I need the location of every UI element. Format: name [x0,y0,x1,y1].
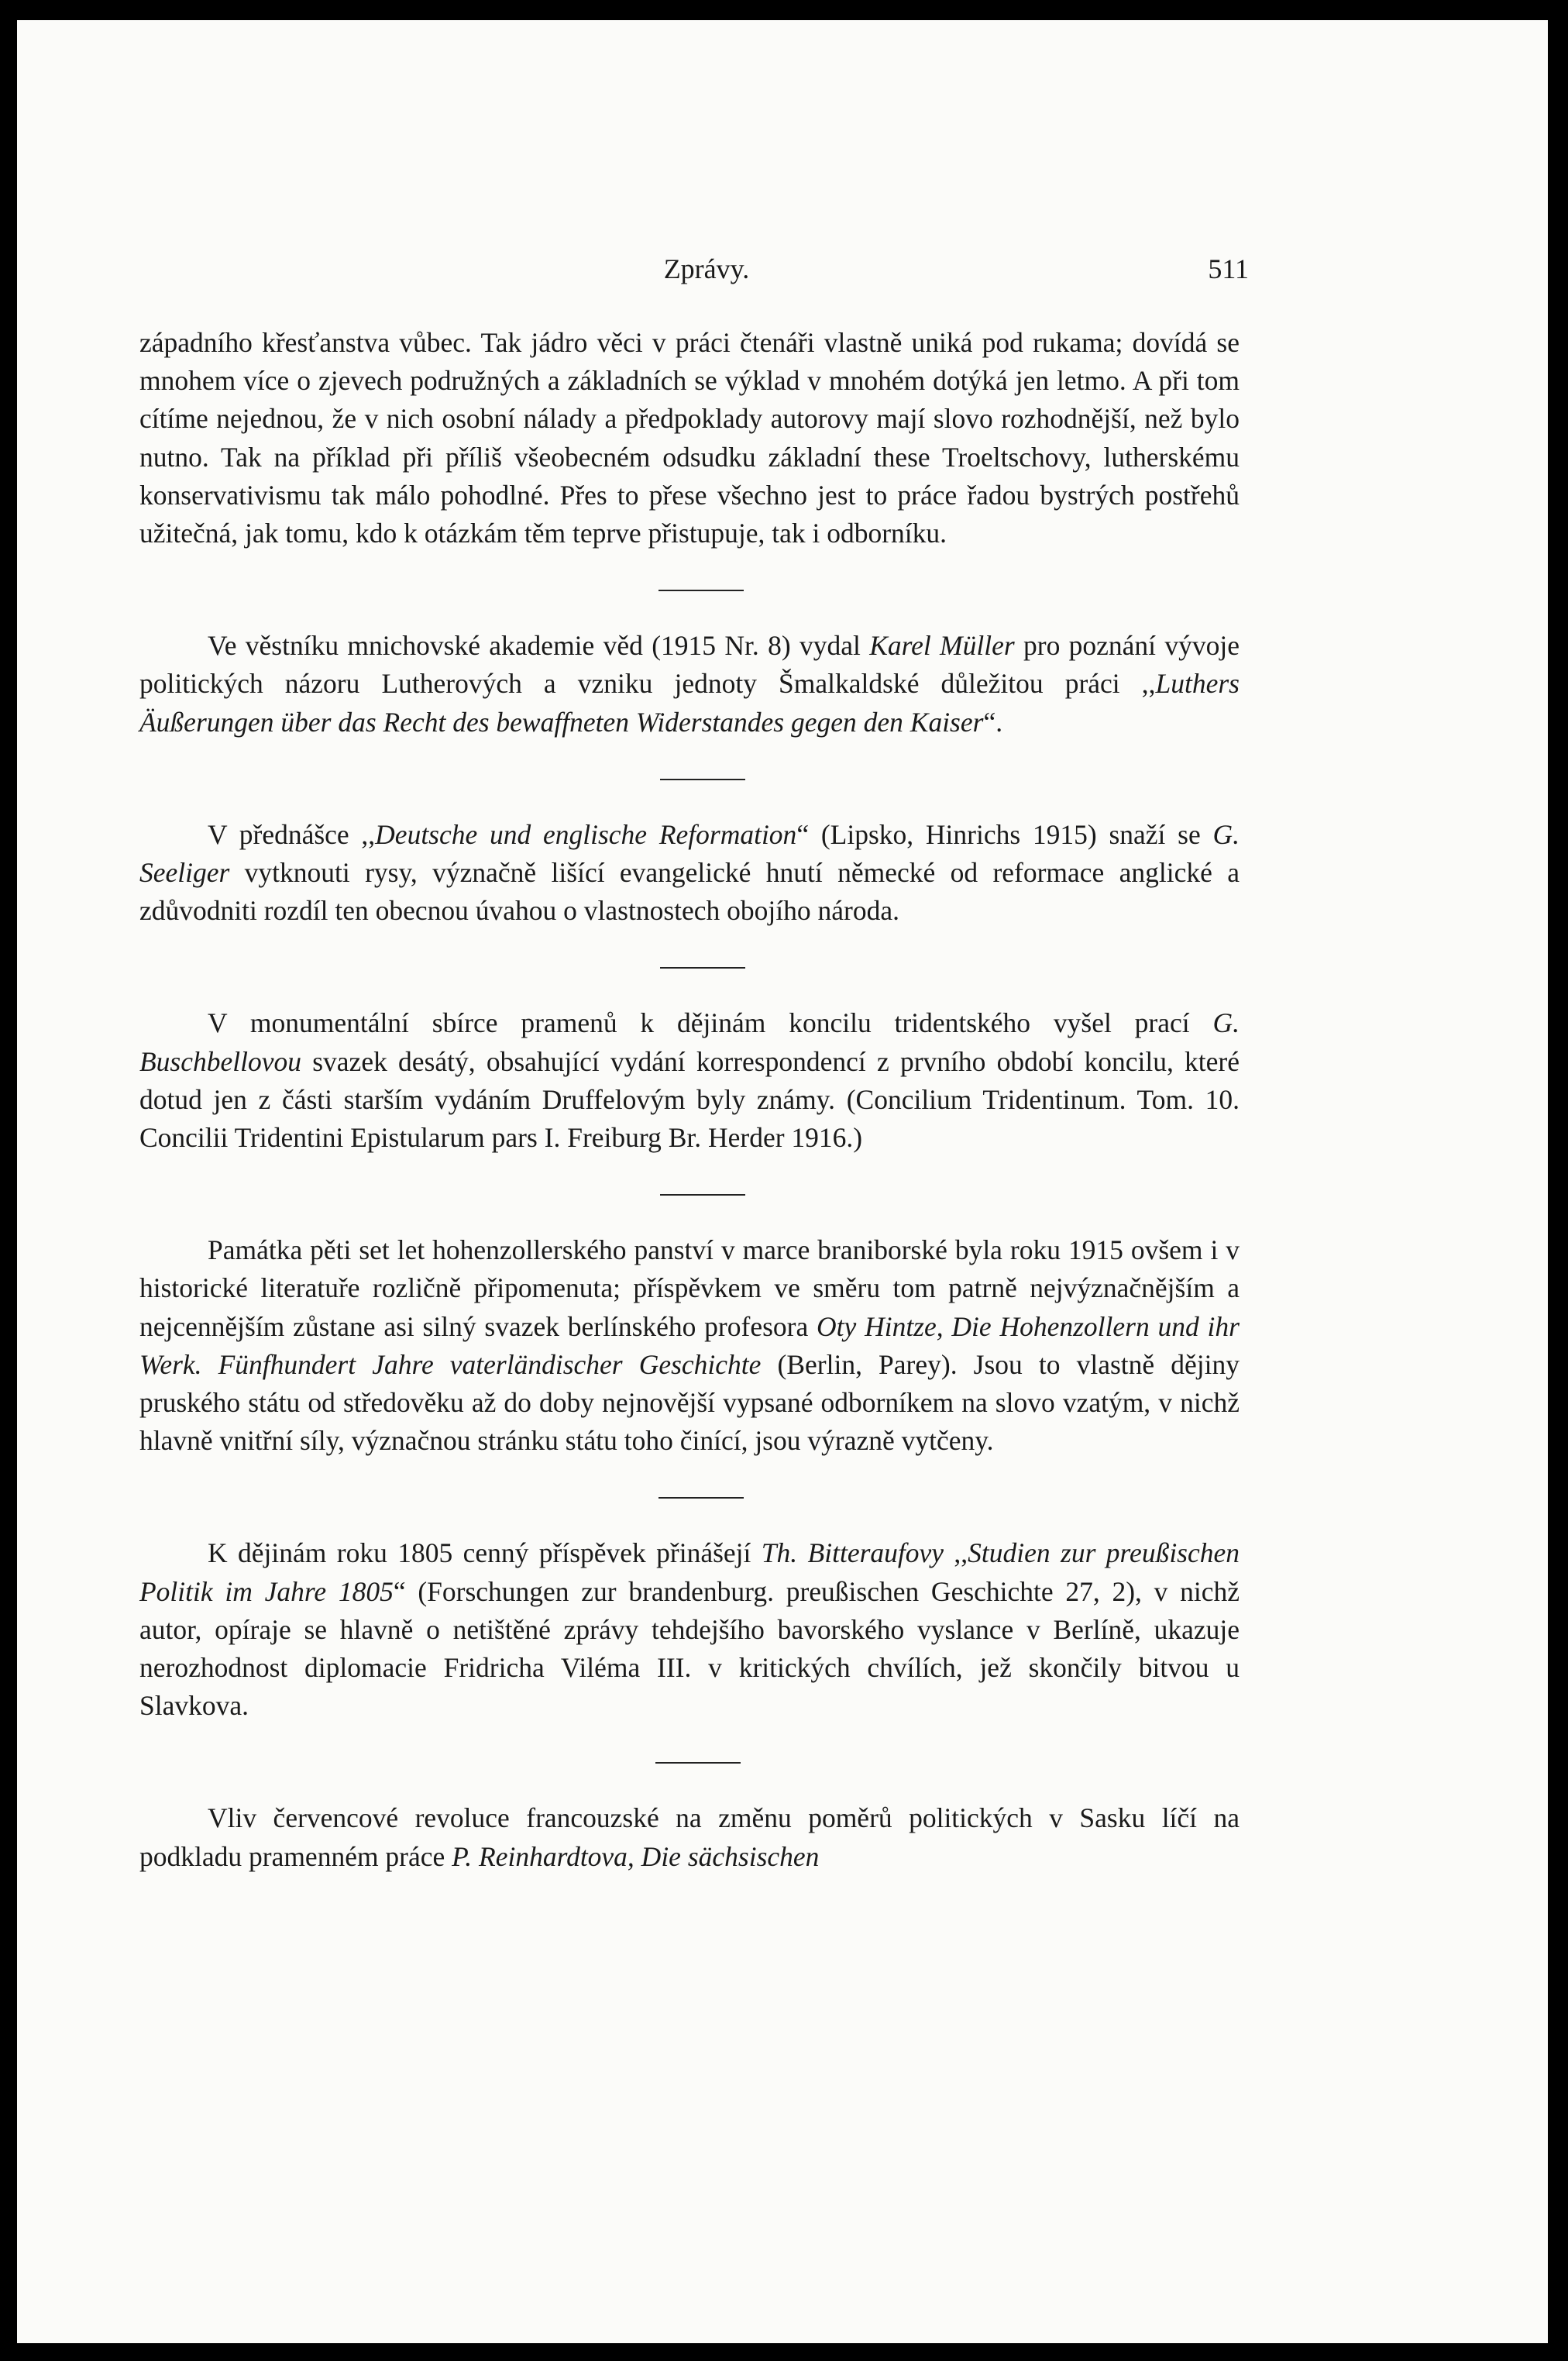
text-run: V monumentální sbírce pramenů k dějinám koncilu tridentského vyšel prací [208,1007,1213,1039]
text-run: V přednášce ,, [208,818,376,850]
text-run: “. [983,706,1003,738]
section-separator [655,1762,741,1764]
book-page [17,20,1548,2343]
page-number: 511 [1208,253,1249,284]
italic-citation: G. Buschbellovou [139,1007,1240,1077]
section-separator [660,779,745,780]
text-run: ,, [944,1537,968,1569]
italic-citation: G. Seeliger [139,818,1240,889]
running-header [164,253,1249,299]
italic-citation: Studien zur preußischen Politik im Jahre 1805 [139,1537,1240,1607]
italic-citation: P. Reinhardtova, Die sächsischen [452,1840,820,1872]
italic-citation: Karel Müller [869,630,1015,662]
text-run: (Berlin, Parey). Jsou to vlastně dějiny pruského státu od středověku až do doby nejnovější vypsané odborníkem na slovo vzatým, v nichž hlavně vnitřní síly, význačnou stránku státu toho činící, jsou výrazně vytčeny. [139,1348,1240,1457]
italic-citation: Luthers Äußerungen über das Recht des bewaffneten Widerstandes gegen den Kaiser [139,668,1240,738]
paragraph [139,1799,1240,1875]
italic-citation: Oty Hintze, Die Hohenzollern und ihr Werk. Fünfhundert Jahre vaterländischer Geschichte [139,1310,1240,1380]
text-run: “ (Lipsko, Hinrichs 1915) snaží se [796,818,1213,850]
text-run: vytknouti rysy, význačně lišící evangelické hnutí německé od reformace anglické a zdůvodniti rozdíl ten obecnou úvahou o vlastnostech obojího národa. [139,857,1240,927]
section-separator [660,967,745,969]
text-run: Vliv červencové revoluce francouzské na změnu poměrů politických v Sasku líčí na podkladu pramenném práce [139,1802,1240,1872]
section-separator [658,590,744,591]
section-separator [658,1497,744,1499]
paragraph [139,627,1240,742]
body-text [139,324,1240,1876]
section-separator [660,1194,745,1196]
text-run: pro poznání vývoje politických názoru Lutherových a vzniku jednoty Šmalkaldské důležitou práci ,, [139,630,1240,700]
text-run: Památka pěti set let hohenzollerského panství v marce braniborské byla roku 1915 ovšem i v historické literatuře rozličně připomenuta; příspěvkem ve směru tom patrně nejvýznačnějším a nejcennějším zůstane asi silný svazek berlínského profesora [139,1234,1240,1342]
italic-citation: Deutsche und englische Reformation [375,818,797,850]
text-run: západního křesťanstva vůbec. Tak jádro věci v práci čtenáři vlastně uniká pod rukama; dovídá se mnohem více o zjevech podružných a základních se výklad v mnohém dotýká jen letmo. A při tom cítíme nejednou, že v nich osobní nálady a předpoklady autorovy mají slovo rozhodnější, než bylo nutno. Tak na příklad při příliš všeobecném odsudku základní these Troeltschovy, lutherskému konservativismu tak málo pohodlné. Přes to přese všechno jest to práce řadou bystrých postřehů užitečná, jak tomu, kdo k otázkám těm teprve přistupuje, tak i odborníku. [139,327,1240,549]
paragraph [139,816,1240,931]
paragraph [139,324,1240,552]
paragraph [139,1231,1240,1460]
italic-citation: Th. Bitteraufovy [761,1537,944,1569]
running-title: Zprávy. [663,253,750,284]
text-run: K dějinám roku 1805 cenný příspěvek přinášejí [208,1537,762,1569]
text-run: Ve věstníku mnichovské akademie věd (1915 Nr. 8) vydal [208,630,870,662]
text-run: svazek desátý, obsahující vydání korrespondencí z prvního období koncilu, které dotud jen z části starším vydáním Druffelovým byly známy. (Concilium Tridentinum. Tom. 10. Concilii Tridentini Epistularum pars I. Freiburg Br. Herder 1916.) [139,1045,1240,1154]
paragraph [139,1004,1240,1157]
paragraph [139,1534,1240,1725]
text-run: “ (Forschungen zur brandenburg. preußischen Geschichte 27, 2), v nichž autor, opíraje se hlavně o netištěné zprávy tehdejšího bavorského vyslance v Berlíně, ukazuje nerozhodnost diplomacie Fridricha Viléma III. v kritických chvílích, jež skončily bitvou u Slavkova. [139,1575,1240,1722]
